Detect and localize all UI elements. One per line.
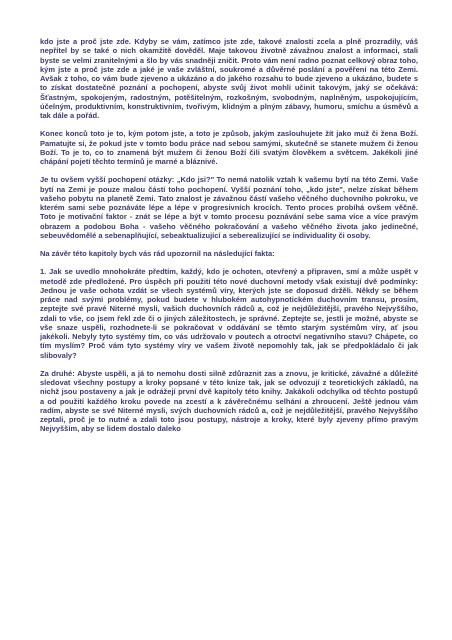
document-page bbox=[40, 37, 418, 440]
paragraph-4: Na závěr této kapitoly bych vás rád upozornil na následující fakta: bbox=[40, 249, 275, 258]
paragraph-5: 1. Jak se uvedlo mnohokráte předtím, každý, kdo je ochoten, otevřený a připraven, smí a může uspět v metodě zde předložené. Pro úspěch při použití této nové duchovní metody však existují dvě podmínky: Jednou je vaše ochota vzdát se všech systémů víry, kterých jste se doposud držěli. Někdy se během práce nad svými problémy, pokud budete v hlubokém autohypnotickém duchovním transu, prosím, zeptejte své pravé Niterné mysli, vašich duchovních rádců a, což je nejdůležitější, pravého Nejvyššího, zdali to vše, co jsem řekl zde či o jiných záležitostech, je správné. Zeptejte se, jestli je možné, abyste se vše snaze uspěli, rozhodnete-li se pokračovat v oddávání se těmto starým systémům víry, ať jsou jakékoli. Nebyly tyto systémy tím, co vás udržovalo v poutech a otroctví negativního stavu? Chápete, co tím myslím? Proč vám tyto systémy víry ve vašem životě nepomohly tak, jak se předpokládalo či jak slibovaly? bbox=[40, 267, 418, 360]
paragraph-2: Konec konců toto je to, kým potom jste, a toto je způsob, jakým zaslouhujete žít jako muž či žena Boží. Pamatujte si, že pokud jste v tomto bodu práce nad sebou samými, skutečně se stanete mužem či ženou Boží. To je to, co to znamená být mužem či ženou Boží čili svatým člověkem a světcem. Jakékoli jiné chápání pojetí těchto termínů je marné a bláznivé. bbox=[40, 129, 418, 166]
paragraph-6: Za druhé: Abyste uspěli, a já to nemohu dosti silně zdůraznit zas a znovu, je kritické, závažné a důležité sledovat všechny postupy a kroky popsané v této knize tak, jak se odvozují z teoretických základů, na nichž jsou postaveny a jak je odrážejí první dvě kapitoly této knihy. Jakákoli odchylka od těchto postupů a od použití každého kroku povede na zcestí a k závěrečnému selhání a zhroucení. Ještě jednou vám radím, abyste se své Niterné mysli, svých duchovních rádců a, což je nejdůležitější, pravého Nejvyššího zeptali, proč je to nutné a zdali toto jsou postupy, nástroje a kroky, které byly zjeveny přímo pravým Nejvyšším, aby se lidem dostalo daleko bbox=[40, 368, 418, 434]
paragraph-1: kdo jste a proč jste zde. Kdyby se vám, zatímco jste zde, takové znalosti zcela a plně prozradily, váš nepřítel by se také o nich okamžitě dověděl. Maje takovou životně závažnou znalost a informaci, stali byste se velmi zranitelnými a šlo by vás snadněji zničit. Proto vám není radno poznat celkový obraz toho, kým jste a proč jste zde a jaké je vaše zvláštní, soukromé a důvěrné poslání a pověření na této Zemi. Avšak z toho, co vám bude zjeveno a ukázáno a do jakého rozsahu to bude zjeveno a ukázáno, budete s to získat dostatečné poznání a pochopení, abyste svůj život mohli učinit takovým, jaký se očekává: Šťastným, spokojeným, radostným, potěšitelným, rozkošným, svobodným, naplněným, uspokojujícím, účelným, produktivním, konstruktivním, tvořivým, klidným a plným zábavy, humoru, smíchu a úsměvů a tak dále a pořád. bbox=[40, 37, 418, 120]
paragraph-3: Je tu ovšem vyšší pochopení otázky: „Kdo jsi?" To nemá natolik vztah k vašemu bytí na této Zemi. Vaše bytí na Zemi je pouze malou částí toho pochopení. Vyšší poznání toho, „kdo jste", nelze získat během vašeho pobytu na planetě Zemi. Tato znalost je závažnou částí vašeho věčného duchovního pokroku, ve kterém sami sebe poznáváte lépe a lépe v progresivních krocích. Tento proces probíhá ovšem věčně. Toto je motivační faktor - znát se lépe a být v tomto procesu poznávání sebe sama více a více pravým obrazem a podobou Boha - vašeho věčného pokračování a vašeho věčného života jako jedinečné, sebeuvědomělé a sebenaplňující, sebeaktualizující a seberealizující se individuality či osoby. bbox=[40, 175, 418, 240]
